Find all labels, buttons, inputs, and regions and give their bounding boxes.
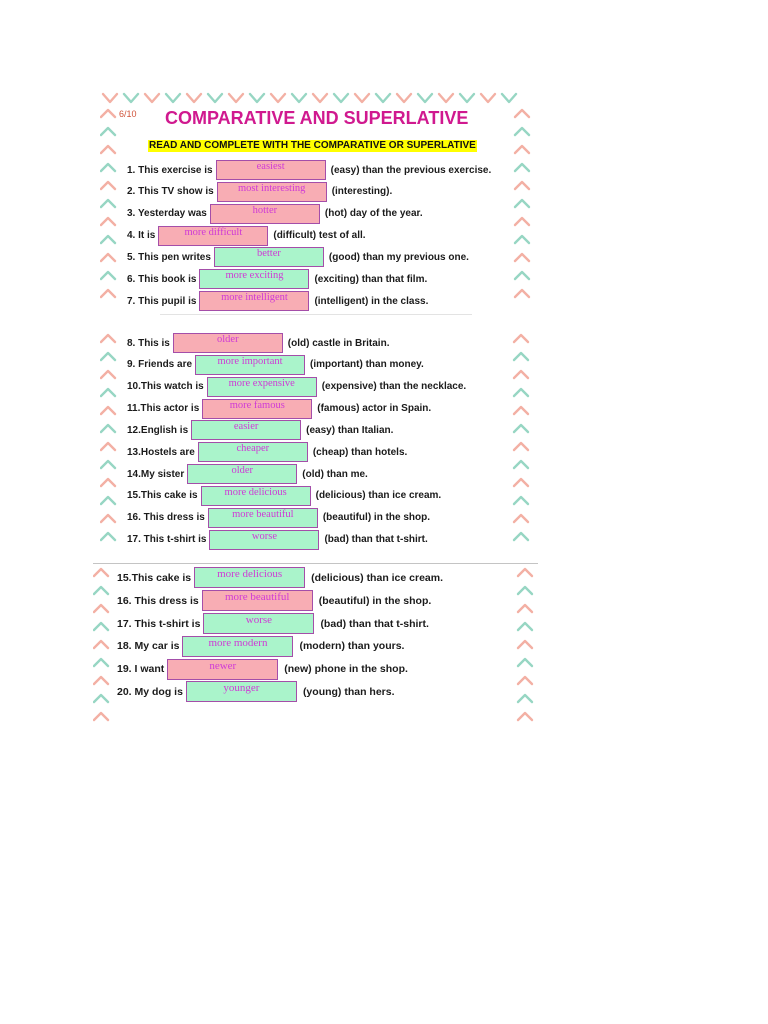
- chevron-mark: [166, 94, 180, 102]
- exercise-row: [127, 181, 491, 203]
- exercise-row: [127, 419, 466, 441]
- page-counter: 6/10: [119, 109, 137, 119]
- chevron-mark: [515, 182, 529, 189]
- exercise-row: [117, 612, 443, 635]
- chevron-mark: [145, 94, 159, 102]
- chevron-mark: [514, 479, 528, 486]
- exercise-row: [127, 354, 466, 376]
- chevron-mark: [101, 389, 115, 396]
- instruction-banner: READ AND COMPLETE WITH THE COMPARATIVE OR SUPERLATIVE: [149, 140, 476, 151]
- chevron-mark: [94, 605, 108, 612]
- exercise-prompt: 15.This cake is: [117, 571, 192, 584]
- exercise-prompt: 10.This watch is: [127, 381, 204, 393]
- chevron-mark: [515, 236, 529, 243]
- chevron-mark: [101, 407, 115, 414]
- exercise-row: [127, 441, 466, 463]
- worksheet-image-1: [100, 91, 533, 313]
- chevron-mark: [518, 569, 532, 576]
- exercise-hint: (easy) than the previous exercise.: [330, 164, 492, 176]
- answer-field[interactable]: hotter: [210, 204, 320, 224]
- chevron-mark: [515, 272, 529, 279]
- exercise-hint: (young) than hers.: [302, 685, 395, 698]
- answer-field[interactable]: more famous: [202, 399, 312, 419]
- exercise-row: [127, 463, 466, 485]
- answer-field[interactable]: more important: [195, 355, 305, 375]
- answer-field[interactable]: newer: [167, 659, 278, 680]
- exercise-row: [117, 635, 443, 658]
- exercise-prompt: 13.Hostels are: [127, 446, 195, 458]
- chevron-mark: [101, 218, 115, 225]
- answer-field[interactable]: more modern: [182, 636, 293, 657]
- answer-field[interactable]: easier: [191, 420, 301, 440]
- chevron-mark: [514, 443, 528, 450]
- exercise-hint: (bad) than that t-shirt.: [324, 534, 428, 546]
- chevron-mark: [514, 425, 528, 432]
- chevron-mark: [187, 94, 201, 102]
- answer-field[interactable]: older: [187, 464, 297, 484]
- exercise-hint: (modern) than yours.: [299, 640, 405, 653]
- exercise-row: [127, 398, 466, 420]
- chevron-mark: [292, 94, 306, 102]
- answer-field[interactable]: more beautiful: [202, 590, 313, 611]
- exercise-prompt: 17. This t-shirt is: [117, 617, 201, 630]
- chevron-mark: [94, 695, 108, 702]
- chevron-mark: [515, 218, 529, 225]
- exercise-prompt: 4. It is: [127, 230, 156, 242]
- chevron-mark: [94, 569, 108, 576]
- answer-field[interactable]: worse: [203, 613, 314, 634]
- chevron-mark: [94, 641, 108, 648]
- chevron-mark: [101, 182, 115, 189]
- exercise-row: [127, 246, 491, 268]
- exercise-list: [127, 159, 491, 312]
- exercise-hint: (good) than my previous one.: [328, 251, 469, 263]
- chevron-mark: [101, 254, 115, 261]
- exercise-prompt: 9. Friends are: [127, 359, 193, 371]
- answer-field[interactable]: more beautiful: [208, 508, 318, 528]
- exercise-hint: (old) castle in Britain.: [287, 337, 390, 349]
- chevron-mark: [124, 94, 138, 102]
- exercise-prompt: 5. This pen writes: [127, 251, 211, 263]
- exercise-hint: (famous) actor in Spain.: [317, 403, 432, 415]
- chevron-mark: [515, 146, 529, 153]
- chevron-mark: [101, 146, 115, 153]
- exercise-list: [117, 567, 443, 704]
- exercise-row: [127, 507, 466, 529]
- exercise-prompt: 6. This book is: [127, 273, 197, 285]
- worksheet-title: COMPARATIVE AND SUPERLATIVE: [165, 108, 469, 128]
- chevron-mark: [518, 677, 532, 684]
- exercise-hint: (interesting).: [331, 186, 393, 198]
- chevron-mark: [514, 515, 528, 522]
- exercise-hint: (new) phone in the shop.: [284, 663, 408, 676]
- chevron-mark: [94, 587, 108, 594]
- exercise-prompt: 16. This dress is: [117, 594, 199, 607]
- chevron-mark: [101, 110, 115, 117]
- chevron-mark: [101, 515, 115, 522]
- chevron-mark: [515, 200, 529, 207]
- answer-field[interactable]: most interesting: [217, 182, 327, 202]
- exercise-prompt: 11.This actor is: [127, 403, 200, 415]
- worksheet-image-3: [93, 563, 538, 728]
- answer-field[interactable]: more exciting: [199, 269, 309, 289]
- chevron-mark: [514, 497, 528, 504]
- chevron-mark: [94, 659, 108, 666]
- chevron-mark: [355, 94, 369, 102]
- exercise-prompt: 8. This is: [127, 337, 170, 349]
- exercise-hint: (delicious) than ice cream.: [315, 490, 442, 502]
- exercise-row: [127, 290, 491, 312]
- chevron-mark: [101, 479, 115, 486]
- exercise-row: [127, 159, 491, 181]
- chevron-mark: [439, 94, 453, 102]
- chevron-mark: [313, 94, 327, 102]
- exercise-row: [117, 681, 443, 704]
- exercise-hint: (intelligent) in the class.: [314, 295, 429, 307]
- chevron-mark: [514, 389, 528, 396]
- crop-edge-line: [160, 314, 472, 315]
- chevron-mark: [515, 164, 529, 171]
- exercise-hint: (delicious) than ice cream.: [311, 571, 444, 584]
- exercise-prompt: 7. This pupil is: [127, 295, 197, 307]
- chevron-mark: [514, 335, 528, 342]
- exercise-row: [127, 203, 491, 225]
- chevron-mark: [94, 623, 108, 630]
- chevron-mark: [101, 497, 115, 504]
- exercise-hint: (important) than money.: [310, 359, 424, 371]
- exercise-row: [117, 567, 443, 590]
- exercise-prompt: 12.English is: [127, 424, 189, 436]
- exercise-prompt: 19. I want: [117, 663, 165, 676]
- answer-field[interactable]: worse: [209, 530, 319, 550]
- chevron-mark: [229, 94, 243, 102]
- chevron-mark: [514, 371, 528, 378]
- exercise-row: [127, 332, 466, 354]
- chevron-mark: [518, 695, 532, 702]
- chevron-mark: [518, 587, 532, 594]
- exercise-prompt: 3. Yesterday was: [127, 208, 207, 220]
- exercise-row: [117, 589, 443, 612]
- chevron-mark: [376, 94, 390, 102]
- answer-field[interactable]: older: [173, 333, 283, 353]
- exercise-prompt: 14.My sister: [127, 468, 185, 480]
- exercise-row: [127, 268, 491, 290]
- chevron-mark: [101, 371, 115, 378]
- chevron-mark: [502, 94, 516, 102]
- chevron-mark: [460, 94, 474, 102]
- chevron-mark: [101, 164, 115, 171]
- exercise-prompt: 15.This cake is: [127, 490, 198, 502]
- chevron-mark: [397, 94, 411, 102]
- chevron-mark: [101, 236, 115, 243]
- exercise-prompt: 18. My car is: [117, 640, 180, 653]
- chevron-mark: [208, 94, 222, 102]
- exercise-hint: (exciting) than that film.: [314, 273, 428, 285]
- answer-field[interactable]: younger: [186, 681, 297, 702]
- chevron-mark: [518, 659, 532, 666]
- exercise-hint: (beautiful) in the shop.: [318, 594, 432, 607]
- chevron-mark: [515, 128, 529, 135]
- chevron-mark: [101, 200, 115, 207]
- exercise-list: [127, 332, 466, 550]
- chevron-mark: [481, 94, 495, 102]
- exercise-prompt: 20. My dog is: [117, 685, 183, 698]
- exercise-hint: (beautiful) in the shop.: [322, 512, 431, 524]
- chevron-mark: [515, 254, 529, 261]
- chevron-mark: [514, 353, 528, 360]
- chevron-mark: [514, 407, 528, 414]
- chevron-mark: [250, 94, 264, 102]
- exercise-prompt: 17. This t-shirt is: [127, 534, 207, 546]
- exercise-hint: (expensive) than the necklace.: [321, 381, 467, 393]
- chevron-mark: [101, 353, 115, 360]
- exercise-prompt: 2. This TV show is: [127, 186, 214, 198]
- chevron-mark: [94, 713, 108, 720]
- chevron-mark: [101, 128, 115, 135]
- chevron-mark: [515, 290, 529, 297]
- answer-field[interactable]: easiest: [216, 160, 326, 180]
- exercise-row: [127, 225, 491, 247]
- chevron-mark: [518, 623, 532, 630]
- answer-field[interactable]: better: [214, 247, 324, 267]
- exercise-prompt: 1. This exercise is: [127, 164, 213, 176]
- answer-field[interactable]: more delicious: [201, 486, 311, 506]
- exercise-hint: (easy) than Italian.: [306, 424, 394, 436]
- exercise-prompt: 16. This dress is: [127, 512, 205, 524]
- exercise-hint: (bad) than that t-shirt.: [320, 617, 429, 630]
- chevron-mark: [101, 272, 115, 279]
- chevron-mark: [518, 605, 532, 612]
- answer-field[interactable]: more expensive: [207, 377, 317, 397]
- exercise-hint: (old) than me.: [302, 468, 368, 480]
- chevron-mark: [101, 335, 115, 342]
- chevron-mark: [271, 94, 285, 102]
- chevron-mark: [101, 425, 115, 432]
- chevron-mark: [418, 94, 432, 102]
- chevron-mark: [101, 290, 115, 297]
- answer-field[interactable]: cheaper: [198, 442, 308, 462]
- exercise-hint: (difficult) test of all.: [273, 230, 366, 242]
- chevron-mark: [101, 533, 115, 540]
- answer-field[interactable]: more intelligent: [199, 291, 309, 311]
- chevron-mark: [514, 461, 528, 468]
- chevron-mark: [103, 94, 117, 102]
- exercise-hint: (hot) day of the year.: [324, 208, 423, 220]
- answer-field[interactable]: more difficult: [158, 226, 268, 246]
- exercise-row: [127, 376, 466, 398]
- chevron-mark: [515, 110, 529, 117]
- chevron-mark: [101, 443, 115, 450]
- answer-field[interactable]: more delicious: [194, 567, 305, 588]
- exercise-hint: (cheap) than hotels.: [312, 446, 408, 458]
- exercise-row: [127, 529, 466, 551]
- exercise-row: [117, 658, 443, 681]
- chevron-mark: [101, 461, 115, 468]
- chevron-mark: [518, 713, 532, 720]
- chevron-mark: [514, 533, 528, 540]
- chevron-mark: [518, 641, 532, 648]
- worksheet-image-2: [100, 330, 533, 551]
- chevron-mark: [334, 94, 348, 102]
- exercise-row: [127, 485, 466, 507]
- chevron-mark: [94, 677, 108, 684]
